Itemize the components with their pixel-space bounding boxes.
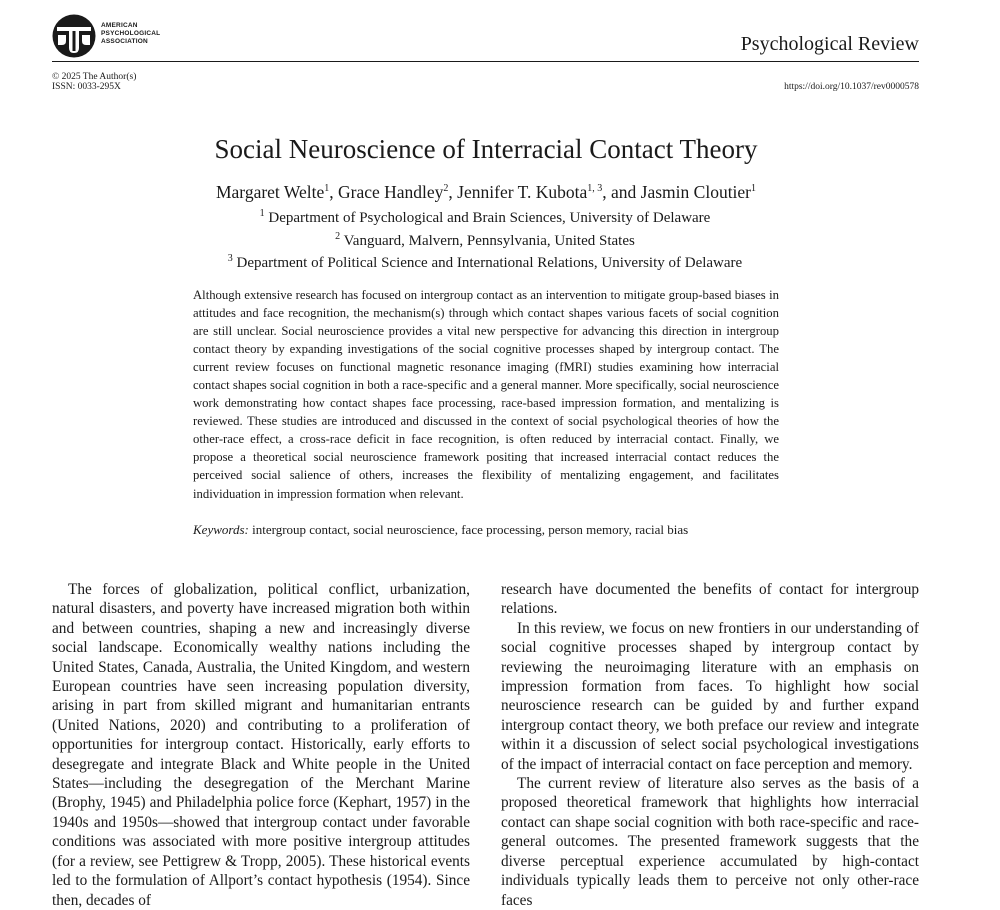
author-affiliation-marker: 2 (443, 183, 449, 195)
body-paragraph: The forces of globalization, political conflict, urbanization, natural disasters, and poverty have increased migration both within and between countries, shaping a new and increasingly diverse social landscape. Economically wealthy nations including the United States, Canada, Australia, the United Kingdom, and western European countries have seen increasing population diversity, arising in part from skilled migrant and humanitarian entrants (United Nations, 2020) and contributing to a proliferation of opportunities for intergroup contact. Historically, early efforts to desegregate and integrate Black and White people in the United States—including the desegregation of the Merchant Marine (Brophy, 1945) and Philadelphia police force (Kephart, 1957) in the 1940s and 1950s—showed that intergroup contact under favorable conditions was associated with more positive intergroup attitudes (for a review, see Pettigrew & Tropp, 2005). These historical events led to the formulation of Allport’s contact hypothesis (1954). Since then, decades of (52, 581, 470, 909)
affiliation-list (0, 205, 970, 273)
doi-link[interactable]: https://doi.org/10.1037/rev0000578 (784, 82, 919, 92)
author-separator: , and (602, 182, 641, 202)
author-separator: , (329, 182, 338, 202)
author-name: Jasmin Cloutier (640, 182, 752, 202)
affiliation-text: Department of Political Science and International Relations, University of Delaware (236, 255, 743, 271)
body-paragraph: The current review of literature also serves as the basis of a proposed theoretical framework that highlights how interracial contact can shape social cognition with both race-specific and race-general outcomes. The presented framework suggests that the diverse perceptual experience accumulated by high-contact individuals typically leads them to perceive not only other-race faces (501, 775, 919, 909)
author-affiliation-marker: 1 (751, 183, 757, 195)
header-rule (52, 61, 919, 62)
abstract: Although extensive research has focused on intergroup contact as an intervention to mitigate group-based biases in attitudes and face recognition, the mechanism(s) through which contact shapes various facets of social cognition are still unclear. Social neuroscience provides a vital new perspective for advancing this direction in intergroup contact theory by expanding investigations of the social cognitive processes shaped by intergroup contact. The current review focuses on functional magnetic resonance imaging (fMRI) studies examining how interracial contact shapes social cognition in both a race-specific and a general manner. More specifically, social neuroscience work demonstrating how contact shapes face processing, race-based impression formation, and mentalizing is reviewed. These studies are introduced and discussed in the context of social psychological theories of how the other-race effect, a cross-race deficit in face recognition, is often reduced by interracial contact. Finally, we propose a theoretical social neuroscience framework positing that increased interracial contact reduces the perceived social salience of others, increases the flexibility of mentalizing engagement, and facilitates individuation in impression formation when relevant. (193, 288, 779, 501)
publication-meta (52, 72, 136, 92)
keywords-label: Keywords: (193, 522, 249, 537)
author-name: Jennifer T. Kubota (457, 182, 588, 202)
publisher-line: PSYCHOLOGICAL (101, 30, 161, 37)
keywords-list: intergroup contact, social neuroscience, face processing, person memory, racial bias (252, 522, 689, 537)
affiliation-marker: 3 (227, 253, 233, 264)
affiliation (0, 250, 970, 273)
author-separator: , (448, 182, 458, 202)
body-paragraph: research have documented the benefits of contact for intergroup relations. (501, 581, 919, 618)
affiliation-marker: 1 (259, 208, 265, 219)
affiliation-marker: 2 (335, 230, 341, 242)
keywords (193, 522, 779, 538)
publisher-line: ASSOCIATION (101, 38, 148, 45)
article-title: Social Neuroscience of Interracial Contact Theory (214, 134, 758, 164)
affiliation (0, 205, 970, 228)
affiliation (0, 228, 970, 251)
author-affiliation-marker: 1, 3 (587, 183, 603, 195)
author-name: Margaret Welte (215, 182, 325, 202)
publisher-line: AMERICAN (101, 22, 138, 29)
copyright: © 2025 The Author(s) (52, 72, 137, 82)
body-paragraph: In this review, we focus on new frontiers in our understanding of social cognitive processes shaped by intergroup contact by reviewing the neuroimaging literature with an emphasis on impression formation from faces. To highlight how social neuroscience research can be guided by and further expand intergroup contact theory, we both preface our review and integrate within it a discussion of select social psychological investigations of the impact of interracial contact on face perception and memory. (501, 619, 919, 773)
journal-name: Psychological Review (740, 33, 919, 55)
body-column-left (52, 580, 470, 910)
apa-logo-icon (52, 14, 96, 58)
issn: ISSN: 0033-295X (52, 82, 121, 92)
author-affiliation-marker: 1 (324, 183, 330, 195)
publisher-name (101, 22, 160, 46)
author-name: Grace Handley (337, 182, 444, 202)
body-column-right (501, 580, 919, 910)
affiliation-text: Vanguard, Malvern, Pennsylvania, United States (343, 232, 635, 249)
affiliation-text: Department of Psychological and Brain Sciences, University of Delaware (268, 210, 711, 226)
author-list (0, 182, 972, 203)
